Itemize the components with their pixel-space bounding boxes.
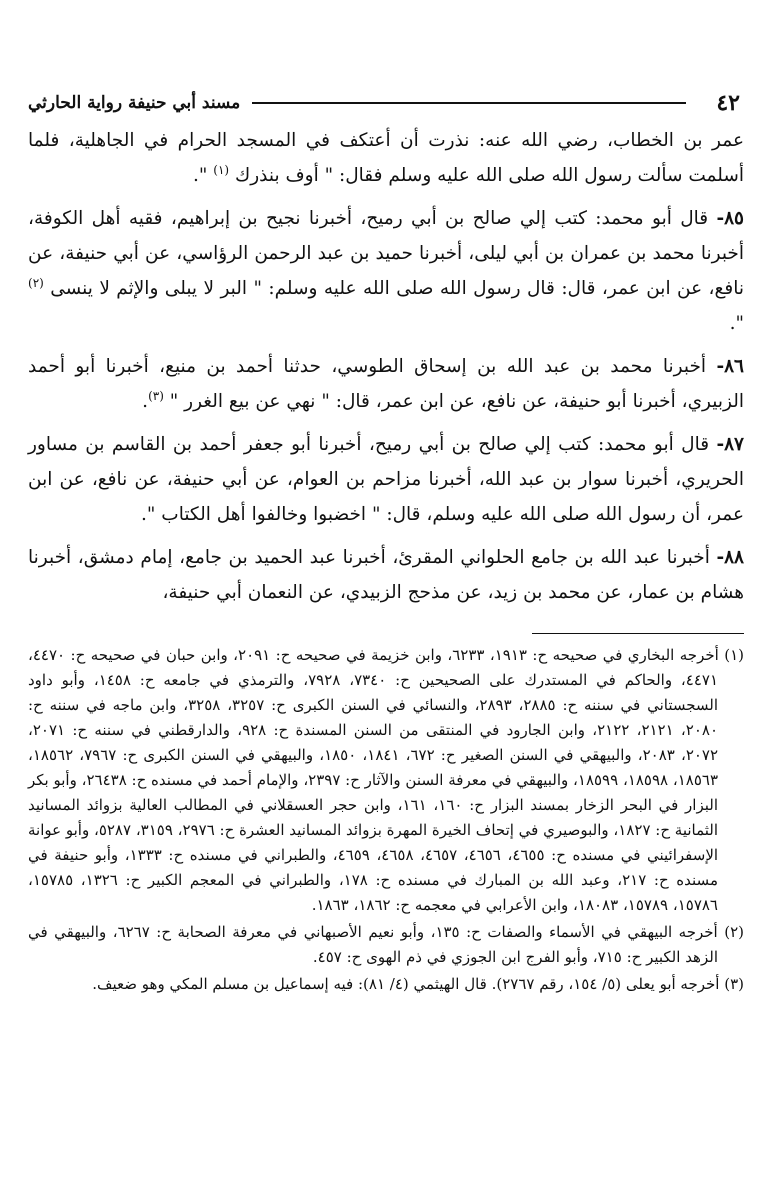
hadith-number: ٨٧- [716,434,744,455]
footnote-ref-3[interactable]: (٣) [148,388,164,403]
paragraph-continuation [28,123,744,193]
hadith-number: ٨٨- [716,547,744,568]
page-header [28,88,740,118]
footnotes [28,643,744,999]
hadith-85 [28,201,744,341]
running-title: مسند أبي حنيفة رواية الحارثي [28,93,241,113]
footnote-ref-2[interactable]: (٢) [28,275,44,290]
hadith-end: . [142,391,149,412]
paragraph-text: عمر بن الخطاب، رضي الله عنه: نذرت أن أعتكف في المسجد الحرام في الجاهلية، فلما أسلمت سألت رسول الله صلى الله عليه وسلم فقال: " أوف بنذرك [28,130,744,186]
header-rule [252,102,686,104]
footnote-separator [532,633,744,634]
footnote-1: (١) أخرجه البخاري في صحيحه ح: ١٩١٣، ٦٢٣٣، وابن خزيمة في صحيحه ح: ٢٠٩١، وابن حبان في صحيحه ح: ٤٤٧٠، ٤٤٧١، والحاكم في المستدرك على الصحيحين ح: ٧٣٤٠، ٧٩٢٨، والترمذي في جامعه ح: ١٤٥٨، وأبو داود السجستاني في سننه ح: ٢٨٨٥، ٢٨٩٣، والنسائي في السنن الكبرى ح: ٣٢٥٧، ٣٢٥٨، وابن ماجه في سننه ح: ٢٠٨٠، ٢١٢١، ٢١٢٢، وابن الجارود في المنتقى من السنن المسندة ح: ٩٢٨، والدارقطني في سننه ح: ٢٠٧١، ٢٠٧٢، ٢٠٨٣، والبيهقي في السنن الصغير ح: ٦٧٢، ١٨٤١، ١٨٥٠، والبيهقي في السنن الكبرى ح: ٧٩٦٧، ١٨٥٦٢، ١٨٥٦٣، ١٨٥٩٨، ١٨٥٩٩، والبيهقي في معرفة السنن والآثار ح: ٢٣٩٧، والإمام أحمد في مسنده ح: ٢٦٤٣٨، وأبو بكر البزار في البحر الزخار بمسند البزار ح: ١٦٠، ١٦١، وابن حجر العسقلاني في المطالب العالية بزوائد المسانيد الثمانية ح: ١٨٢٧، والبوصيري في إتحاف الخيرة المهرة بزوائد المسانيد العشرة ح: ٢٩٧٦، ٣١٥٩، ٥٢٨٧، وأبو عوانة الإسفرائيني في مسنده ح: ٤٦٥٥، ٤٦٥٦، ٤٦٥٧، ٤٦٥٨، ٤٦٥٩، والطبراني في مسنده ح: ١٣٣٣، وأبو حنيفة في مسنده ح: ٢١٧، وعبد الله بن المبارك في مسنده ح: ١٧٨، والطبراني في المعجم الكبير ح: ١٣٢٦، ١٥٧٨٥، ١٥٧٨٦، ١٥٧٨٩، ١٨٠٨٣، وابن الأعرابي في معجمه ح: ١٨٦٢، ١٨٦٣. [28,646,744,914]
hadith-text: أخبرنا عبد الله بن جامع الحلواني المقرئ، أخبرنا عبد الحميد بن جامع، إمام دمشق، أخبرنا هشام بن عمار، عن محمد بن زيد، عن مذحج الزبيدي، عن النعمان أبي حنيفة، [28,547,744,603]
footnote-2: (٢) أخرجه البيهقي في الأسماء والصفات ح: ١٣٥، وأبو نعيم الأصبهاني في معرفة الصحابة ح: ٦٢٦٧، والبيهقي في الزهد الكبير ح: ٧١٥، وأبو الفرج ابن الجوزي في ذم الهوى ح: ٤٥٧. [28,923,744,966]
main-text [28,123,744,618]
footnote-ref-1[interactable]: (١) [213,162,230,177]
hadith-86 [28,349,744,419]
footnote-3: (٣) أخرجه أبو يعلى (٥/ ١٥٤، رقم ٢٧٦٧). قال الهيثمي (٤/ ٨١): فيه إسماعيل بن مسلم المكي وهو ضعيف. [92,975,744,993]
hadith-number: ٨٥- [716,208,744,229]
hadith-text: قال أبو محمد: كتب إلي صالح بن أبي رميح، أخبرنا نجيح بن إبراهيم، فقيه أهل الكوفة، أخبرنا محمد بن عمران بن أبي ليلى، أخبرنا حميد بن عبد الرحمن الرؤاسي، عن أبي حنيفة، عن نافع، عن ابن عمر، قال: قال رسول الله صلى الله عليه وسلم: " البر لا يبلى والإثم لا ينسى [28,208,744,299]
paragraph-end: ". [192,165,214,186]
hadith-88 [28,540,744,610]
hadith-text: قال أبو محمد: كتب إلي صالح بن أبي رميح، أخبرنا أبو جعفر أحمد بن القاسم بن مساور الحريري، أخبرنا سوار بن عبد الله، أخبرنا مزاحم بن العوام، عن أبي حنيفة، عن نافع، عن ابن عمر، أن رسول الله صلى الله عليه وسلم، قال: " اخضبوا وخالفوا أهل الكتاب ". [28,434,744,525]
hadith-end: ". [729,313,744,334]
hadith-text: أخبرنا محمد بن عبد الله بن إسحاق الطوسي، حدثنا أحمد بن منيع، أخبرنا أبو أحمد الزبيري، أخبرنا أبو حنيفة، عن نافع، عن ابن عمر، قال: " نهي عن بيع الغرر " [28,356,744,412]
hadith-87 [28,427,744,532]
hadith-number: ٨٦- [716,356,744,377]
page-number: ٤٢ [716,90,740,116]
